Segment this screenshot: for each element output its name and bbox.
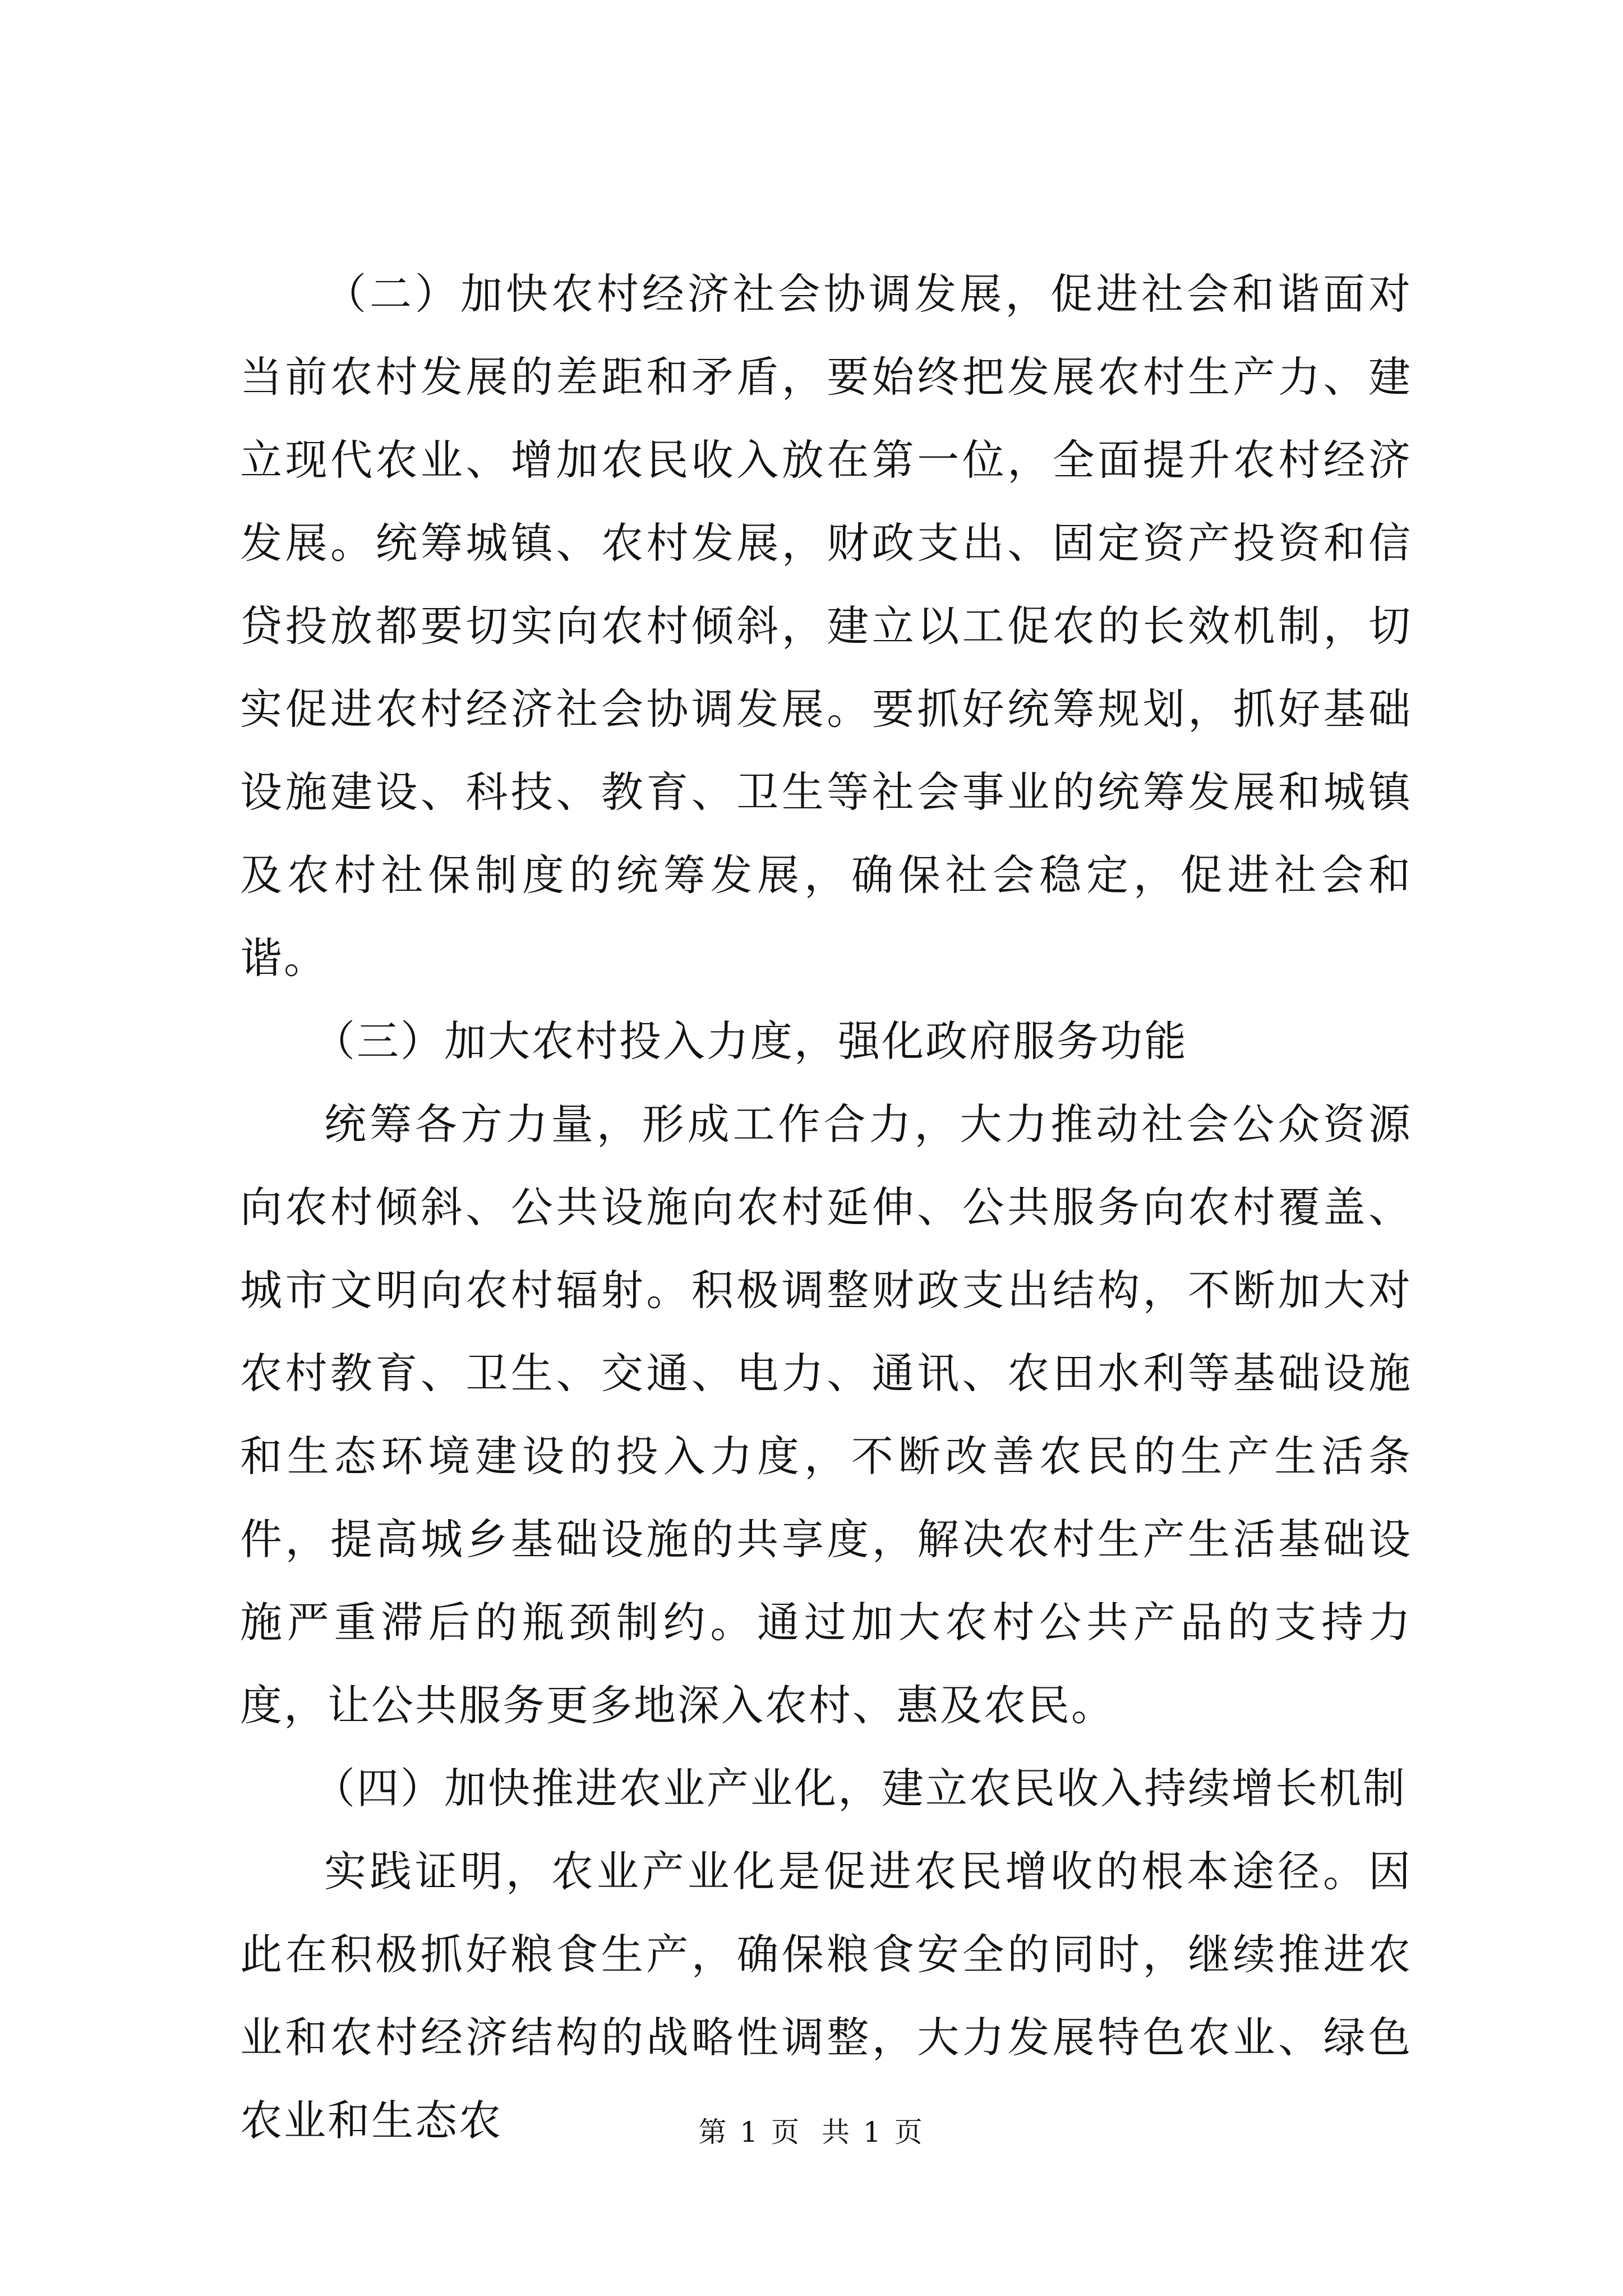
heading-section-three: （三）加大农村投入力度，强化政府服务功能 (313, 1016, 1188, 1066)
document-body (240, 252, 1412, 2162)
heading-section-four: （四）加快推进农业产业化，建立农民收入持续增长机制 (313, 1764, 1407, 1813)
paragraph-section-two: （二）加快农村经济社会协调发展，促进社会和谐面对当前农村发展的差距和矛盾，要始终把发展农村生产力、建立现代农业、增加农民收入放在第一位，全面提升农村经济发展。统筹城镇、农村发展，财政支出、固定资产投资和信贷投放都要切实向农村倾斜，建立以工促农的长效机制，切实促进农村经济社会协调发展。要抓好统筹规划，抓好基础设施建设、科技、教育、卫生等社会事业的统筹发展和城镇及农村社保制度的统筹发展，确保社会稳定，促进社会和谐。 (240, 269, 1412, 983)
paragraph-section-four-body: 实践证明，农业产业化是促进农民增收的根本途径。因此在积极抓好粮食生产，确保粮食安全的同时，继续推进农业和农村经济结构的战略性调整，大力发展特色农业、绿色农业和生态农 (240, 1847, 1412, 2145)
page-total: 共 1 页 (822, 2116, 925, 2148)
page-number: 第 1 页 (698, 2116, 801, 2148)
page-footer (0, 2113, 1623, 2152)
paragraph-section-three-body: 统筹各方力量，形成工作合力，大力推动社会公众资源向农村倾斜、公共设施向农村延伸、公共服务向农村覆盖、城市文明向农村辐射。积极调整财政支出结构，不断加大对农村教育、卫生、交通、电力、通讯、农田水利等基础设施和生态环境建设的投入力度，不断改善农民的生产生活条件，提高城乡基础设施的共享度，解决农村生产生活基础设施严重滞后的瓶颈制约。通过加大农村公共产品的支持力度，让公共服务更多地深入农村、惠及农民。 (240, 1099, 1412, 1730)
